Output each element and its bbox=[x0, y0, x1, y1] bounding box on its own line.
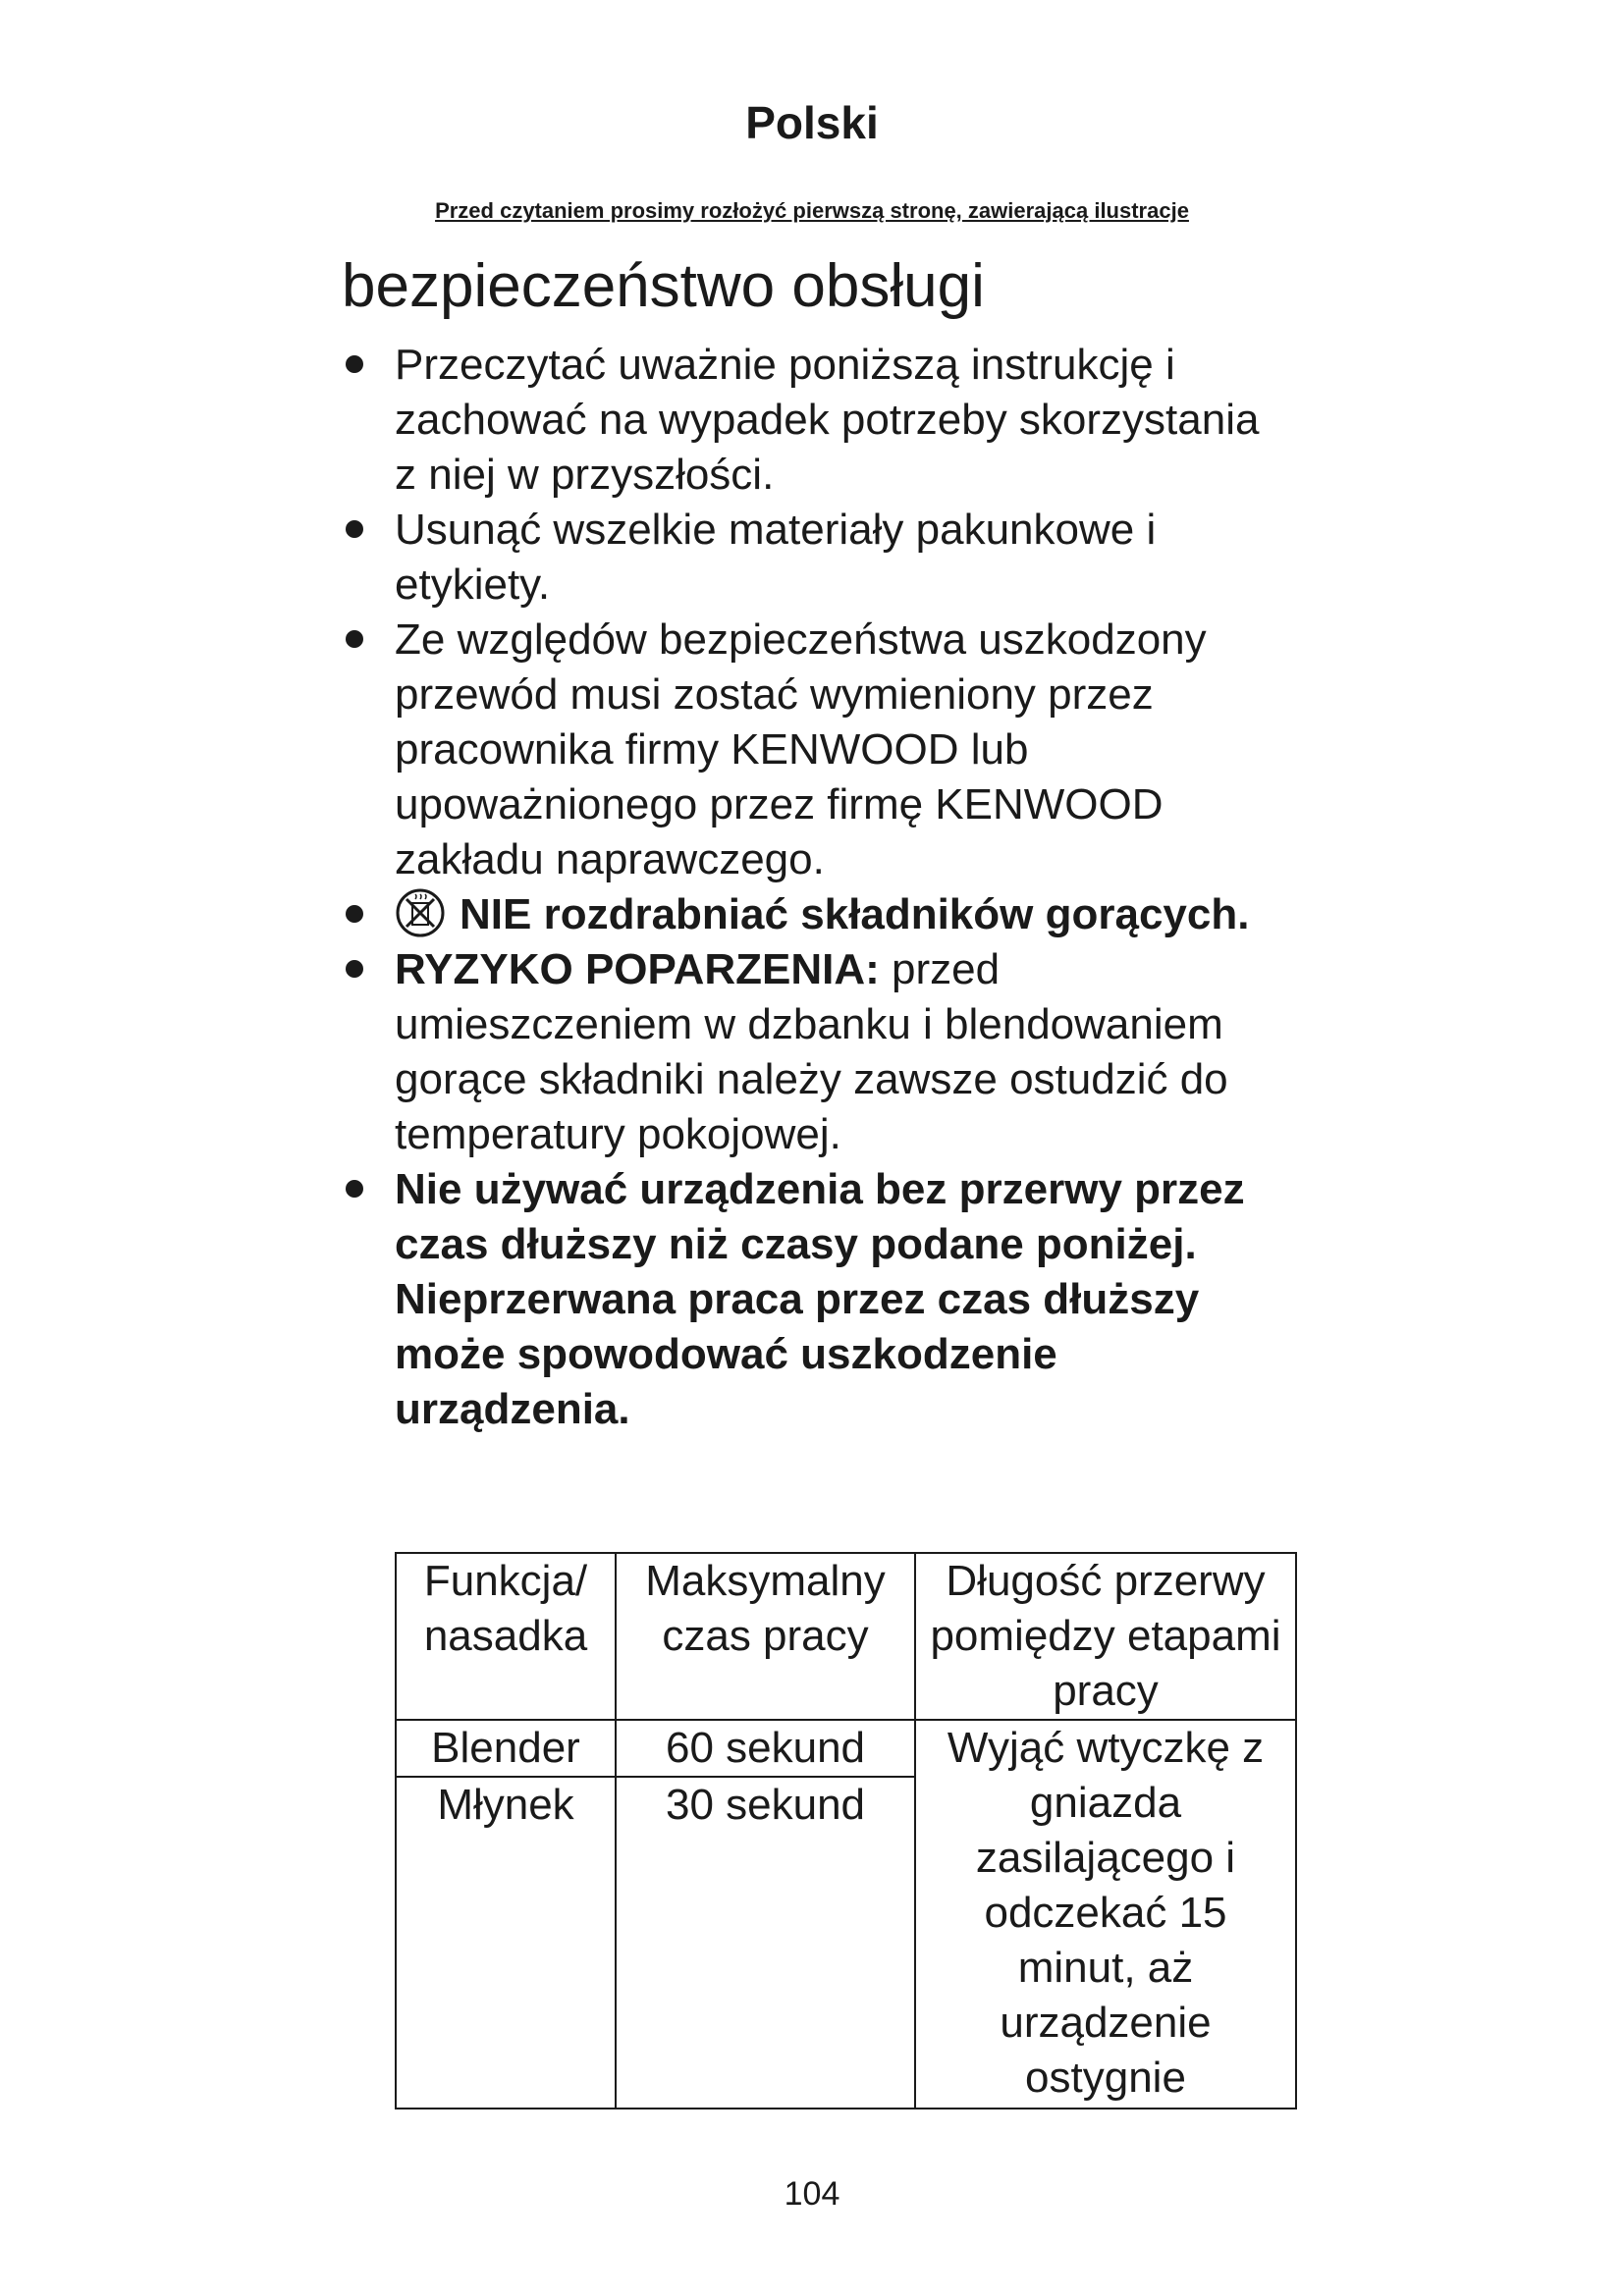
bullet-text: Przeczytać uważnie poniższą instrukcję i zachować na wypadek potrzeby skorzystania z niej w przyszłości. bbox=[395, 341, 1260, 499]
cell-max-time: 30 sekund bbox=[616, 1777, 915, 2109]
cell-function: Blender bbox=[396, 1720, 616, 1777]
bullet-text: przed umieszczeniem w dzbanku i blendowaniem gorące składniki należy zawsze ostudzić do temperatury pokojowej. bbox=[395, 945, 1228, 1158]
list-item bbox=[342, 1162, 1284, 1437]
page-number: 104 bbox=[784, 2175, 840, 2213]
table-header-row bbox=[396, 1553, 1296, 1720]
burn-risk-label: RYZYKO POPARZENIA: bbox=[395, 945, 880, 993]
list-item bbox=[342, 613, 1284, 887]
bullet-icon bbox=[346, 905, 363, 923]
safety-list bbox=[342, 338, 1284, 1437]
bullet-icon bbox=[346, 630, 363, 648]
fold-out-notice: Przed czytaniem prosimy rozłożyć pierwszą stronę, zawierającą ilustracje bbox=[435, 198, 1189, 223]
list-item bbox=[342, 338, 1284, 503]
header-pause: Długość przerwy pomiędzy etapami pracy bbox=[915, 1553, 1296, 1720]
bullet-icon bbox=[346, 960, 363, 978]
bullet-text-bold: Nie używać urządzenia bez przerwy przez czas dłuższy niż czasy podane poniżej. Nieprzerwana praca przez czas dłuższy może spowodować uszkodzenie urządzenia. bbox=[395, 1165, 1245, 1433]
table-row bbox=[396, 1720, 1296, 1777]
header-max-time: Maksymalny czas pracy bbox=[616, 1553, 915, 1720]
language-title: Polski bbox=[745, 97, 879, 148]
section-heading: bezpieczeństwo obsługi bbox=[342, 252, 985, 320]
bullet-text: Usunąć wszelkie materiały pakunkowe i etykiety. bbox=[395, 506, 1157, 609]
bullet-text: Ze względów bezpieczeństwa uszkodzony przewód musi zostać wymieniony przez pracownika firmy KENWOOD lub upoważnionego przez firmę KENWOOD zakładu naprawczego. bbox=[395, 615, 1207, 883]
cell-max-time: 60 sekund bbox=[616, 1720, 915, 1777]
bullet-icon bbox=[346, 355, 363, 373]
header-function: Funkcja/ nasadka bbox=[396, 1553, 616, 1720]
cell-pause: Wyjąć wtyczkę z gniazda zasilającego i odczekać 15 minut, aż urządzenie ostygnie bbox=[915, 1720, 1296, 2109]
list-item bbox=[342, 942, 1284, 1162]
cell-function: Młynek bbox=[396, 1777, 616, 2109]
operating-time-table bbox=[395, 1552, 1297, 2109]
no-hot-ingredients-icon bbox=[395, 887, 446, 938]
list-item bbox=[342, 503, 1284, 613]
bullet-icon bbox=[346, 1180, 363, 1198]
bullet-icon bbox=[346, 520, 363, 538]
list-item bbox=[342, 887, 1284, 942]
bullet-text-bold: NIE rozdrabniać składników gorących. bbox=[460, 890, 1250, 938]
